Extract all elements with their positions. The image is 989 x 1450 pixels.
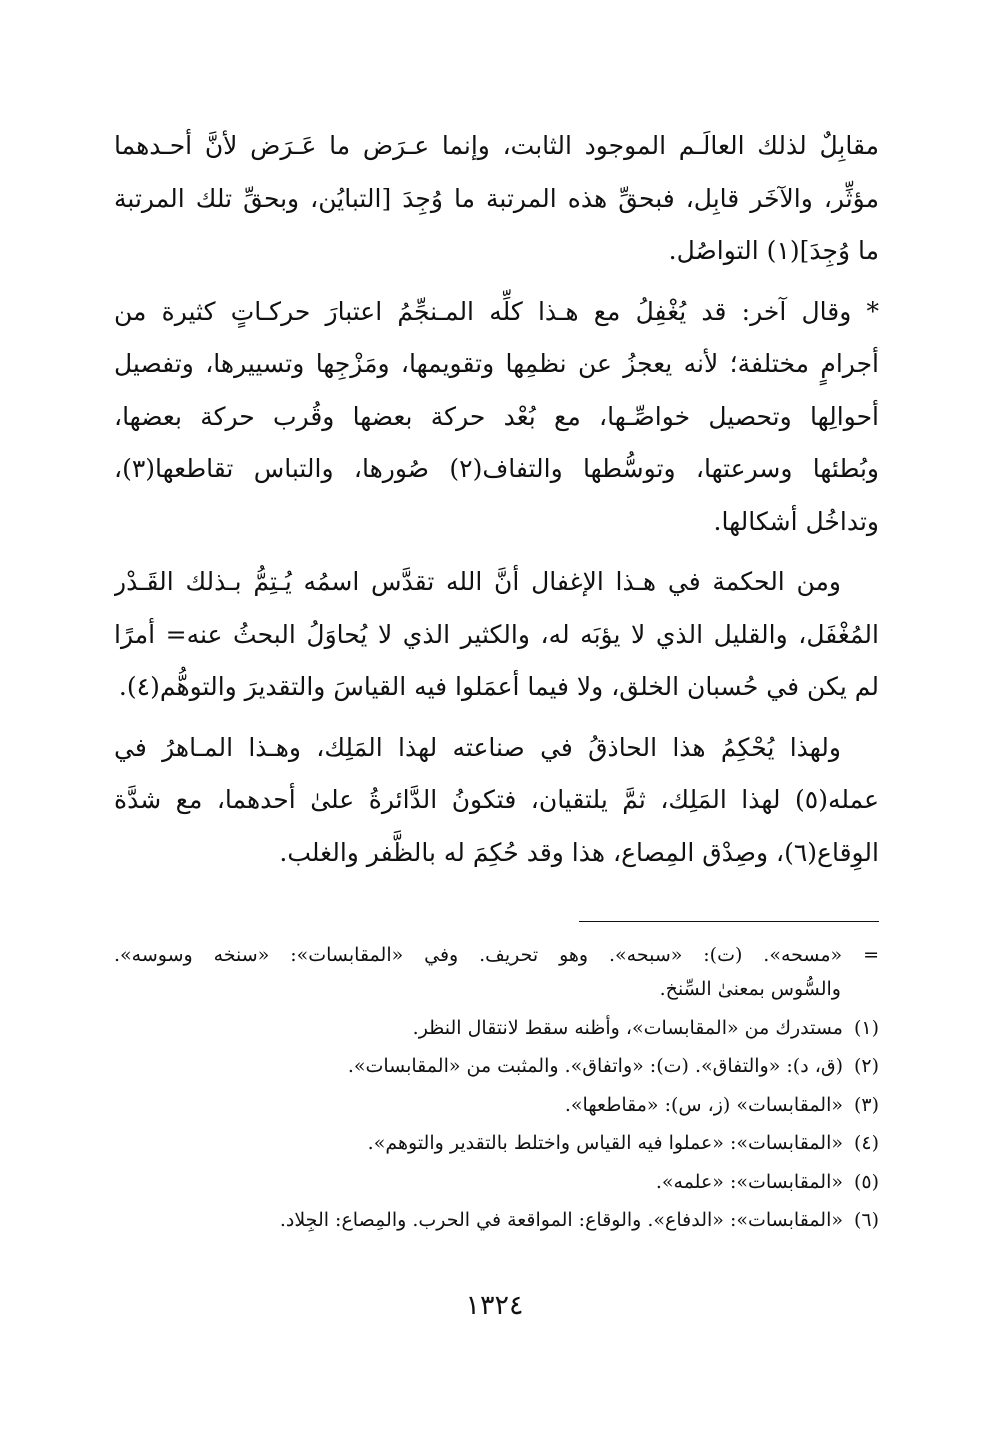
text-line: مؤثِّر، والآخَر قابِل، فبحقِّ هذه المرتبة ما وُجِدَ [التبايُن، وبحقِّ تلك المرتبة <box>114 183 879 213</box>
text-line: لم يكن في حُسبان الخلق، ولا فيما أعمَلوا فيه القياسَ والتقديرَ والتوهُّم(٤). <box>118 672 879 701</box>
footnote-number: (٥) <box>853 1170 879 1193</box>
footnote-text: «المقابسات»: «الدفاع». والوقاع: المواقعة في الحرب. والمِصاع: الجِلاد. <box>279 1209 843 1231</box>
text-line: * وقال آخر: قد يُغْفِلُ مع هـذا كلِّه المـنجِّمُ اعتبارَ حركـاتٍ كثيرة من <box>114 296 879 326</box>
text-line: عمله(٥) لهذا المَلِك، ثمَّ يلتقيان، فتكونُ الدَّائرةُ علىٰ أحدهما، مع شدَّة <box>114 785 879 814</box>
footnote-number: (٦) <box>853 1209 879 1231</box>
footnote-text: «المقابسات»: «عملوا فيه القياس واختلط بالتقدير والتوهم». <box>367 1132 843 1154</box>
text-line: وبُطئها وسرعتها، وتوسُّطها والتفاف(٢) صُورها، والتباس تقاطعها(٣)، <box>114 454 879 483</box>
footnote-text: «المقابسات»: «علمه». <box>655 1170 843 1193</box>
footnote-text: «المقابسات» (ز، س): «مقاطعها». <box>564 1093 843 1116</box>
footnote-5 <box>114 1165 879 1199</box>
paragraph-gap <box>114 714 879 722</box>
text-line: مقابِلٌ لذلك العالَـم الموجود الثابت، وإنما عـرَض ما عَـرَض لأنَّ أحـدهما <box>114 131 879 160</box>
footnote-number: (٣) <box>853 1093 879 1116</box>
paragraph-gap <box>114 278 879 286</box>
footnote-number: (٢) <box>853 1055 879 1077</box>
text-line: أجرامٍ مختلفة؛ لأنه يعجزُ عن نظمِها وتقويمها، ومَزْجِها وتسييرها، وتفصيل <box>114 349 879 378</box>
text-line: الوِقاع(٦)، وصِدْق المِصاع، هذا وقد حُكِمَ له بالظَّفر والغلب. <box>279 837 879 867</box>
text-line: ولهذا يُحْكِمُ هذا الحاذقُ في صناعته لهذا المَلِك، وهـذا المـاهرُ في <box>114 732 841 762</box>
footnote-continuation: = «مسحه». (ت): «سبحه». وهو تحريف. وفي «المقابسات»: «سنخه وسوسه». <box>114 944 879 966</box>
footnote-6 <box>114 1203 879 1237</box>
footnote-text: مستدرك من «المقابسات»، وأظنه سقط لانتقال النظر. <box>412 1016 843 1039</box>
footnote-1 <box>114 1011 879 1045</box>
paragraph-gap <box>114 548 879 556</box>
footnote-number: (١) <box>853 1016 879 1039</box>
text-line: المُغْفَل، والقليل الذي لا يؤبَه له، والكثير الذي لا يُحاوَلُ البحثُ عنه= أمرًا <box>114 619 879 649</box>
text-line: وتداخُل أشكالها. <box>713 506 879 536</box>
footnotes <box>114 938 879 1242</box>
footnote-text: (ق، د): «والتفاق». (ت): «واتفاق». والمثبت من «المقابسات». <box>347 1055 843 1077</box>
footnote-4 <box>114 1126 879 1160</box>
footnote-3 <box>114 1088 879 1122</box>
page-number: ١٣٢٤ <box>465 1290 524 1321</box>
text-line: ما وُجِدَ](١) التواصُل. <box>668 236 879 265</box>
main-text <box>114 120 879 879</box>
footnote-2 <box>114 1049 879 1083</box>
text-line: أحوالِها وتحصيل خواصِّـها، مع بُعْد حركة بعضها وقُرب حركة بعضها، <box>114 401 879 431</box>
footnote-continuation: والسُّوس بمعنىٰ السِّنخ. <box>659 978 841 1000</box>
text-line: ومن الحكمة في هـذا الإغفال أنَّ الله تقدَّس اسمُه يُـتِمُّ بـذلك القَـدْر <box>114 567 841 596</box>
footnote-separator <box>579 921 879 922</box>
footnote-number: (٤) <box>853 1132 879 1154</box>
